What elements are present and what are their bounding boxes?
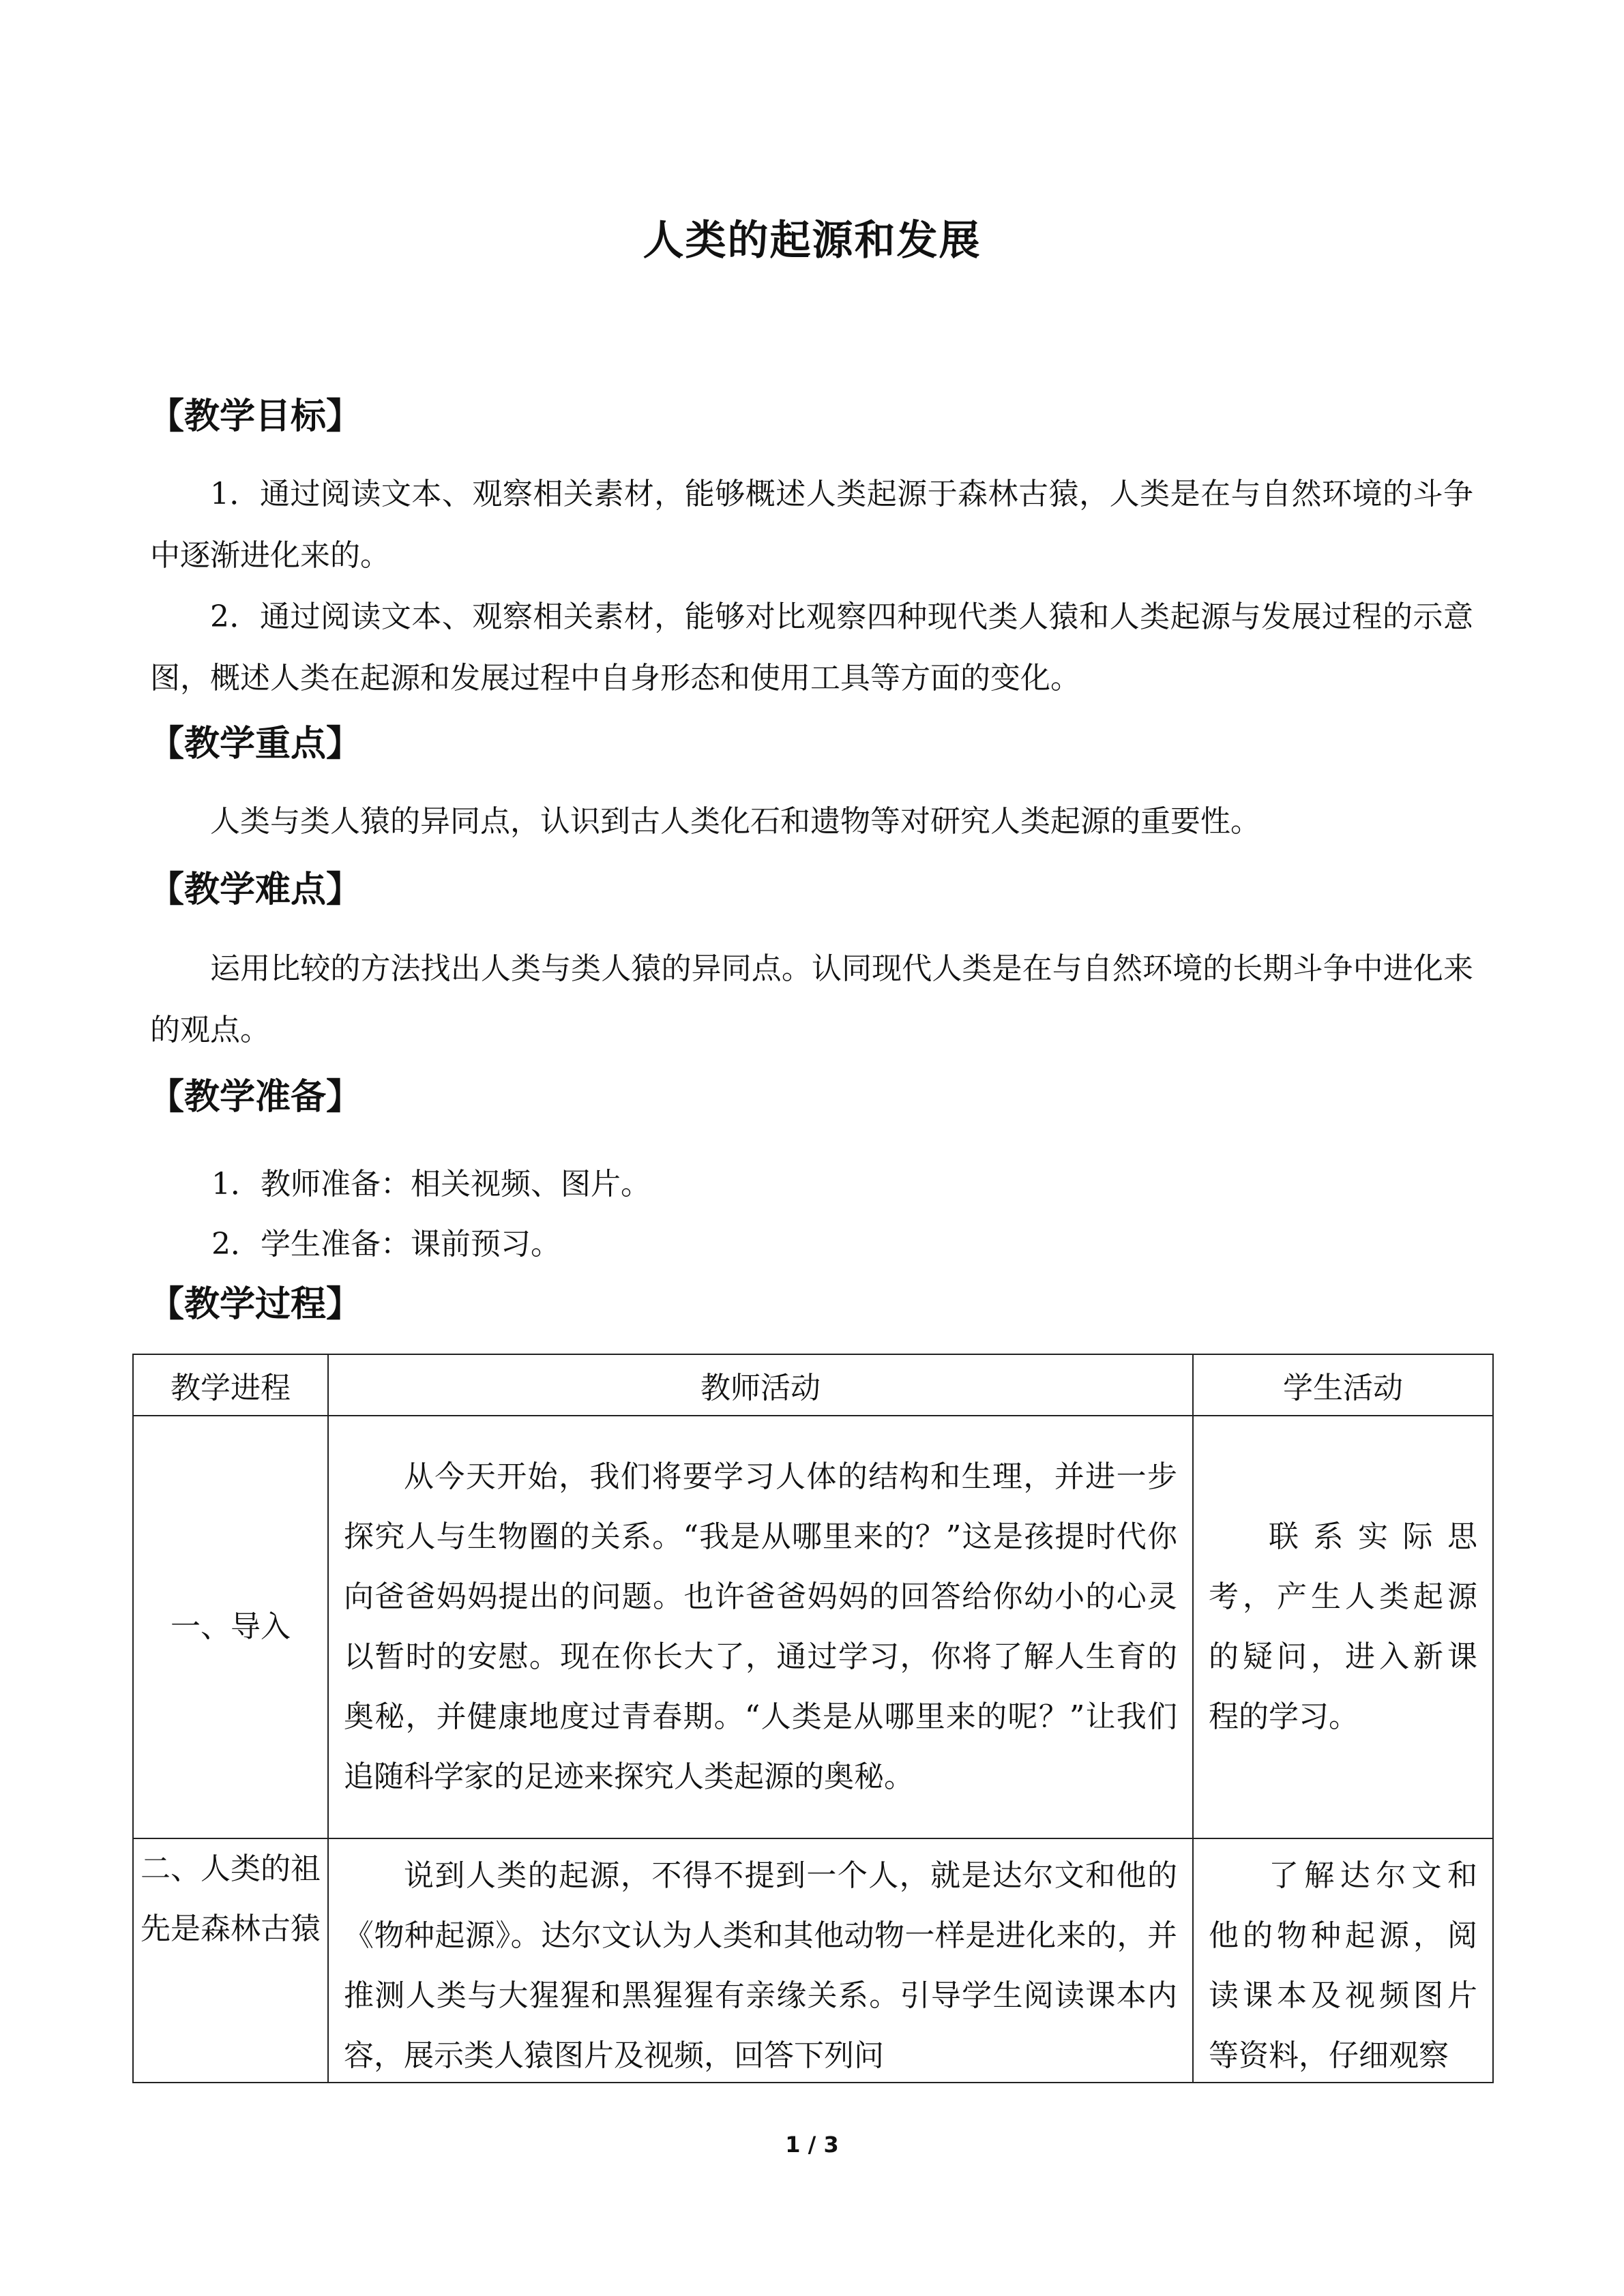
student-activity-text: 了解达尔文和他的物种起源，阅读课本及视频图片等资料，仔细观察 [1209, 1858, 1477, 2073]
teacher-activity-text: 从今天开始，我们将要学习人体的结构和生理，并进一步探究人与生物圈的关系。“我是从哪里来的？”这是孩提时代你向爸爸妈妈提出的问题。也许爸爸妈妈的回答给你幼小的心灵以暂时的安慰。现在你长大了，通过学习，你将了解人生育的奥秘，并健康地度过青春期。“人类是从哪里来的呢？”让我们追随科学家的足迹来探究人类起源的奥秘。 [344, 1459, 1177, 1794]
difficulties-text: 运用比较的方法找出人类与类人猿的异同点。认同现代人类是在与自然环境的长期斗争中进化来的观点。 [150, 951, 1473, 1047]
lesson-process-table [132, 1354, 1494, 2083]
objective-item-2: 2．通过阅读文本、观察相关素材，能够对比观察四种现代类人猿和人类起源与发展过程的示意图，概述人类在起源和发展过程中自身形态和使用工具等方面的变化。 [150, 599, 1473, 696]
objective-item-1: 1．通过阅读文本、观察相关素材，能够概述人类起源于森林古猿，人类是在与自然环境的斗争中逐渐进化来的。 [150, 477, 1473, 573]
page-title: 人类的起源和发展 [643, 217, 981, 265]
table-header-row [133, 1354, 1493, 1416]
section-heading-difficulties: 【教学难点】 [149, 869, 362, 910]
teacher-activity-text: 说到人类的起源，不得不提到一个人，就是达尔文和他的《物种起源》。达尔文认为人类和其他动物一样是进化来的，并推测人类与大猩猩和黑猩猩有亲缘关系。引导学生阅读课本内容，展示类人猿图片及视频，回答下列问 [344, 1858, 1177, 2073]
key-points-text: 人类与类人猿的异同点，认识到古人类化石和遗物等对研究人类起源的重要性。 [210, 804, 1260, 839]
table-row [133, 1838, 1493, 2083]
teacher-activity-cell [328, 1416, 1193, 1838]
section-heading-key-points: 【教学重点】 [149, 724, 362, 764]
section-heading-process: 【教学过程】 [149, 1284, 362, 1325]
student-activity-text: 联系实际思考，产生人类起源的疑问，进入新课程的学习。 [1209, 1519, 1477, 1734]
page-number: 1 / 3 [785, 2132, 839, 2158]
student-activity-cell [1193, 1838, 1493, 2083]
header-stage: 教学进程 [133, 1354, 328, 1416]
header-teacher-activity: 教师活动 [328, 1354, 1193, 1416]
section-heading-preparation: 【教学准备】 [149, 1077, 362, 1118]
stage-cell: 一、导入 [133, 1416, 328, 1838]
student-activity-cell [1193, 1416, 1493, 1838]
stage-cell: 二、人类的祖先是森林古猿 [133, 1838, 328, 2083]
teacher-activity-cell [328, 1838, 1193, 2083]
preparation-item-2: 2．学生准备：课前预习。 [211, 1227, 561, 1262]
table-row [133, 1416, 1493, 1838]
section-heading-objectives: 【教学目标】 [149, 396, 362, 437]
header-student-activity: 学生活动 [1193, 1354, 1493, 1416]
preparation-item-1: 1．教师准备：相关视频、图片。 [211, 1167, 651, 1202]
